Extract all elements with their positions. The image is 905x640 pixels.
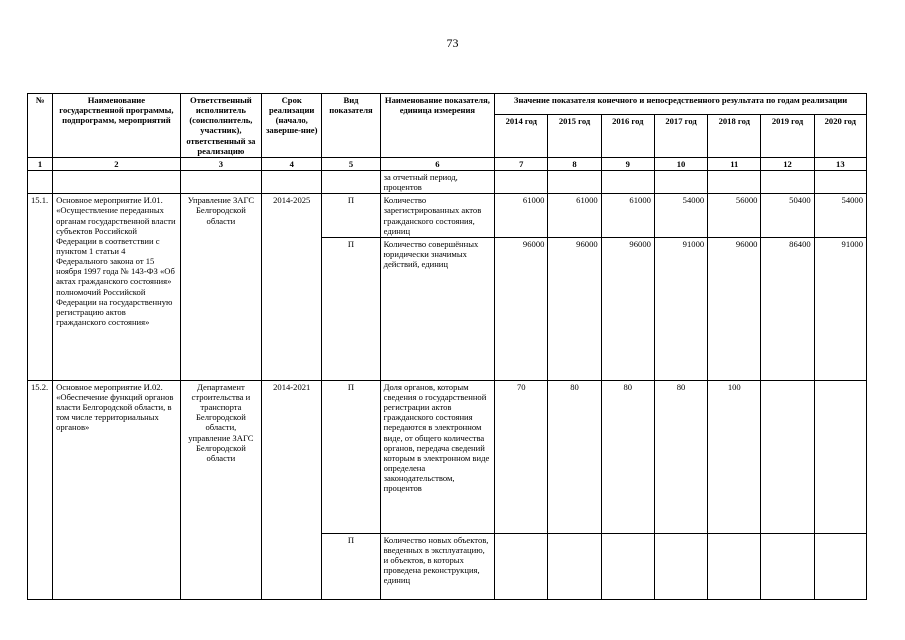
row-number: 15.1. <box>28 194 53 381</box>
value-cell <box>495 533 548 599</box>
header-year: 2019 год <box>761 114 814 157</box>
column-index: 4 <box>262 157 322 170</box>
value-cell <box>708 533 761 599</box>
value-cell <box>654 533 707 599</box>
header-year: 2014 год <box>495 114 548 157</box>
header-year: 2016 год <box>601 114 654 157</box>
indicator-name: Количество совершённых юридически значимых действий, единиц <box>380 237 495 380</box>
value-cell: 80 <box>548 380 601 533</box>
value-cell <box>601 533 654 599</box>
indicator-kind: П <box>322 533 380 599</box>
column-index: 5 <box>322 157 380 170</box>
value-cell: 96000 <box>708 237 761 380</box>
value-cell <box>814 533 866 599</box>
responsible-body: Департамент строительства и транспорта Белгородской области, управление ЗАГС Белгородской области <box>180 380 261 599</box>
header-values-group: Значение показателя конечного и непосредственного результата по годам реализации <box>495 94 867 115</box>
column-index: 7 <box>495 157 548 170</box>
continuation-row <box>28 170 867 193</box>
value-cell: 61000 <box>495 194 548 238</box>
measure-name: Основное мероприятие И.02. «Обеспечение функций органов власти Белгородской области, в том числе территориальных органов» <box>53 380 181 599</box>
header-year: 2018 год <box>708 114 761 157</box>
column-index: 3 <box>180 157 261 170</box>
value-cell: 61000 <box>548 194 601 238</box>
period: 2014-2021 <box>262 380 322 599</box>
page-number: 73 <box>446 36 459 50</box>
indicator-kind: П <box>322 380 380 533</box>
value-cell: 100 <box>708 380 761 533</box>
header-indicator: Наименование показателя, единица измерения <box>380 94 495 158</box>
column-index: 11 <box>708 157 761 170</box>
column-index: 10 <box>654 157 707 170</box>
indicator-kind: П <box>322 194 380 238</box>
value-cell: 80 <box>654 380 707 533</box>
row-number: 15.2. <box>28 380 53 599</box>
column-index-row <box>28 157 867 170</box>
value-cell: 54000 <box>814 194 866 238</box>
header-year: 2020 год <box>814 114 866 157</box>
period: 2014-2025 <box>262 194 322 381</box>
value-cell: 91000 <box>654 237 707 380</box>
column-index: 13 <box>814 157 866 170</box>
header-period: Срок реализации (начало, заверше-ние) <box>262 94 322 158</box>
value-cell: 96000 <box>495 237 548 380</box>
table-row <box>28 194 867 238</box>
value-cell: 86400 <box>761 237 814 380</box>
indicator-name: Количество новых объектов, введенных в эксплуатацию, и объектов, в которых проведена реконструкция, единиц <box>380 533 495 599</box>
column-index: 1 <box>28 157 53 170</box>
header-responsible: Ответственный исполнитель (соисполнитель, участник), ответственный за реализацию <box>180 94 261 158</box>
value-cell: 56000 <box>708 194 761 238</box>
column-index: 8 <box>548 157 601 170</box>
value-cell: 80 <box>601 380 654 533</box>
header-year: 2015 год <box>548 114 601 157</box>
value-cell: 91000 <box>814 237 866 380</box>
value-cell: 54000 <box>654 194 707 238</box>
value-cell <box>761 533 814 599</box>
value-cell <box>814 380 866 533</box>
header-row <box>28 94 867 115</box>
indicator-name: Количество зарегистрированных актов гражданского состояния, единиц <box>380 194 495 238</box>
value-cell <box>548 533 601 599</box>
value-cell <box>761 380 814 533</box>
column-index: 6 <box>380 157 495 170</box>
column-index: 9 <box>601 157 654 170</box>
responsible-body: Управление ЗАГС Белгородской области <box>180 194 261 381</box>
header-year: 2017 год <box>654 114 707 157</box>
measure-name: Основное мероприятие И.01. «Осуществление переданных органам государственной власти субъектов Российской Федерации в соответствии с пунктом 1 статьи 4 Федерального закона от 15 ноября 1997 года № 143-ФЗ «Об актах гражданского состояния» полномочий Российской Федерации на государственную регистрацию актов гражданского состояния» <box>53 194 181 381</box>
value-cell: 50400 <box>761 194 814 238</box>
indicator-kind: П <box>322 237 380 380</box>
header-kind: Вид показателя <box>322 94 380 158</box>
value-cell: 61000 <box>601 194 654 238</box>
indicator-name: за отчетный период, процентов <box>380 170 495 193</box>
table-row <box>28 380 867 533</box>
column-index: 12 <box>761 157 814 170</box>
value-cell: 70 <box>495 380 548 533</box>
header-name: Наименование государственной программы, подпрограмм, мероприятий <box>53 94 181 158</box>
value-cell: 96000 <box>548 237 601 380</box>
indicators-table <box>27 93 867 600</box>
value-cell: 96000 <box>601 237 654 380</box>
header-num: № <box>28 94 53 158</box>
indicator-name: Доля органов, которым сведения о государственной регистрации актов гражданского состояния передаются в электронном виде, от общего количества органов, передача сведений которым в электронном виде определена законодательством, процентов <box>380 380 495 533</box>
column-index: 2 <box>53 157 181 170</box>
